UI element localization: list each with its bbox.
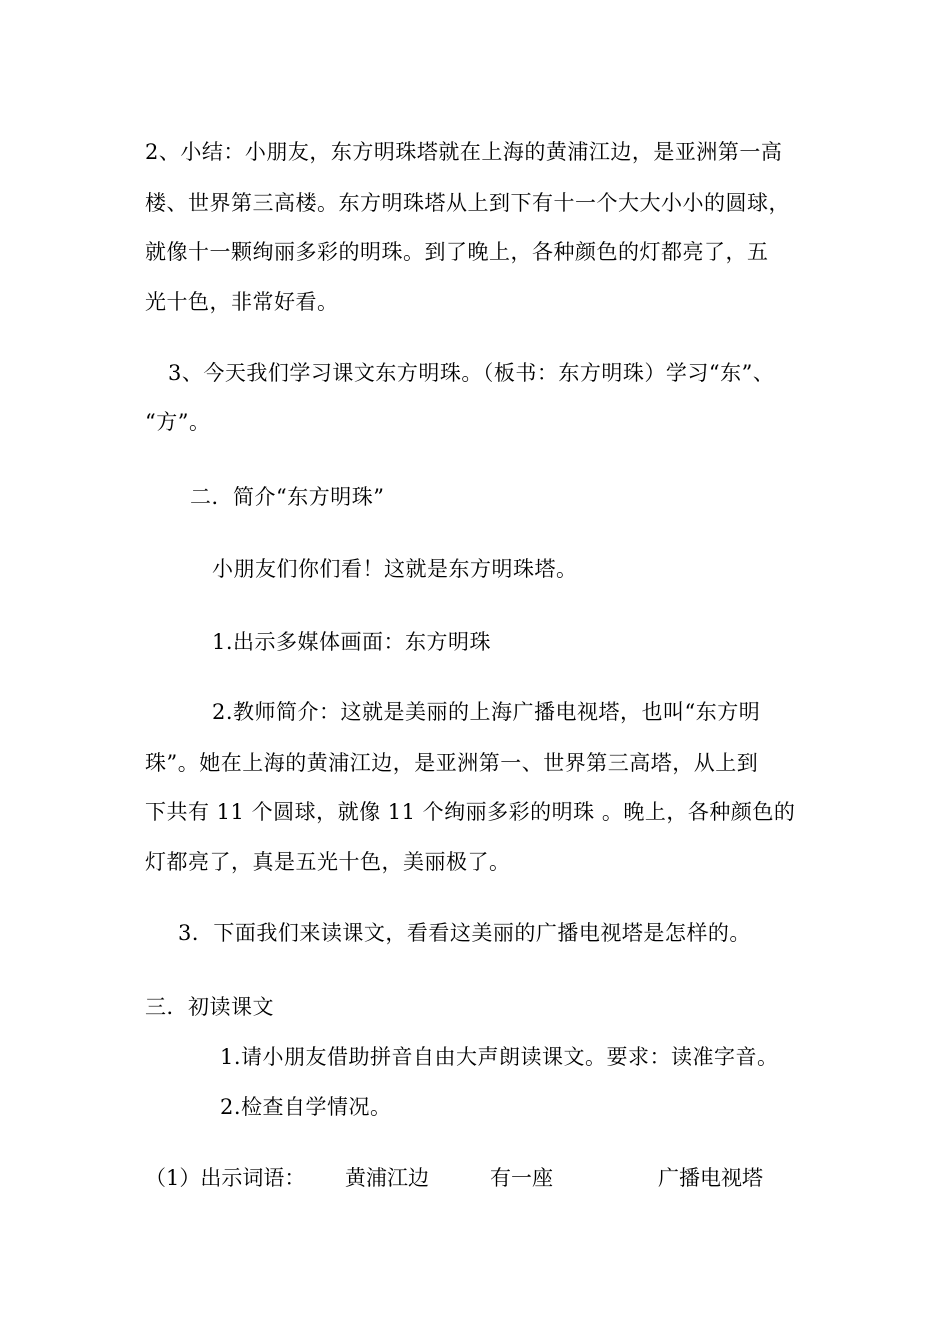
vocab-label: （1）出示词语： xyxy=(145,1166,306,1190)
item-show-media: 1.出示多媒体画面：东方明珠 xyxy=(212,630,492,654)
vocab-word: 有一座 xyxy=(490,1166,553,1190)
summary-line-3: 就像十一颗绚丽多彩的明珠。到了晚上，各种颜色的灯都亮了，五 xyxy=(145,240,769,264)
section-three-heading: 三．初读课文 xyxy=(145,995,274,1019)
today-line-2: “方”。 xyxy=(145,410,211,434)
summary-line-4: 光十色，非常好看。 xyxy=(145,290,339,314)
teacher-intro-line-3: 下共有 11 个圆球，就像 11 个绚丽多彩的明珠 。晚上，各种颜色的 xyxy=(145,800,796,824)
today-line-1: 3、今天我们学习课文东方明珠。（板书：东方明珠）学习“东”、 xyxy=(168,361,775,385)
teacher-intro-line-2: 珠”。她在上海的黄浦江边，是亚洲第一、世界第三高塔，从上到 xyxy=(145,751,759,775)
item-read-text: 3．下面我们来读课文，看看这美丽的广播电视塔是怎样的。 xyxy=(178,921,751,945)
vocab-word: 广播电视塔 xyxy=(658,1166,763,1190)
check-self-study-line: 2.检查自学情况。 xyxy=(220,1095,392,1119)
read-aloud-line: 1.请小朋友借助拼音自由大声朗读课文。要求：读准字音。 xyxy=(220,1045,779,1069)
vocab-word: 黄浦江边 xyxy=(345,1166,429,1190)
summary-line-2: 楼、世界第三高楼。东方明珠塔从上到下有十一个大大小小的圆球， xyxy=(145,191,790,215)
summary-line-1: 2、小结：小朋友，东方明珠塔就在上海的黄浦江边，是亚洲第一高 xyxy=(145,140,783,164)
look-line: 小朋友们你们看！这就是东方明珠塔。 xyxy=(212,557,578,581)
teacher-intro-line-1: 2.教师简介：这就是美丽的上海广播电视塔，也叫“东方明 xyxy=(212,700,761,724)
teacher-intro-line-4: 灯都亮了，真是五光十色，美丽极了。 xyxy=(145,850,511,874)
section-two-heading: 二．简介“东方明珠” xyxy=(190,485,385,509)
